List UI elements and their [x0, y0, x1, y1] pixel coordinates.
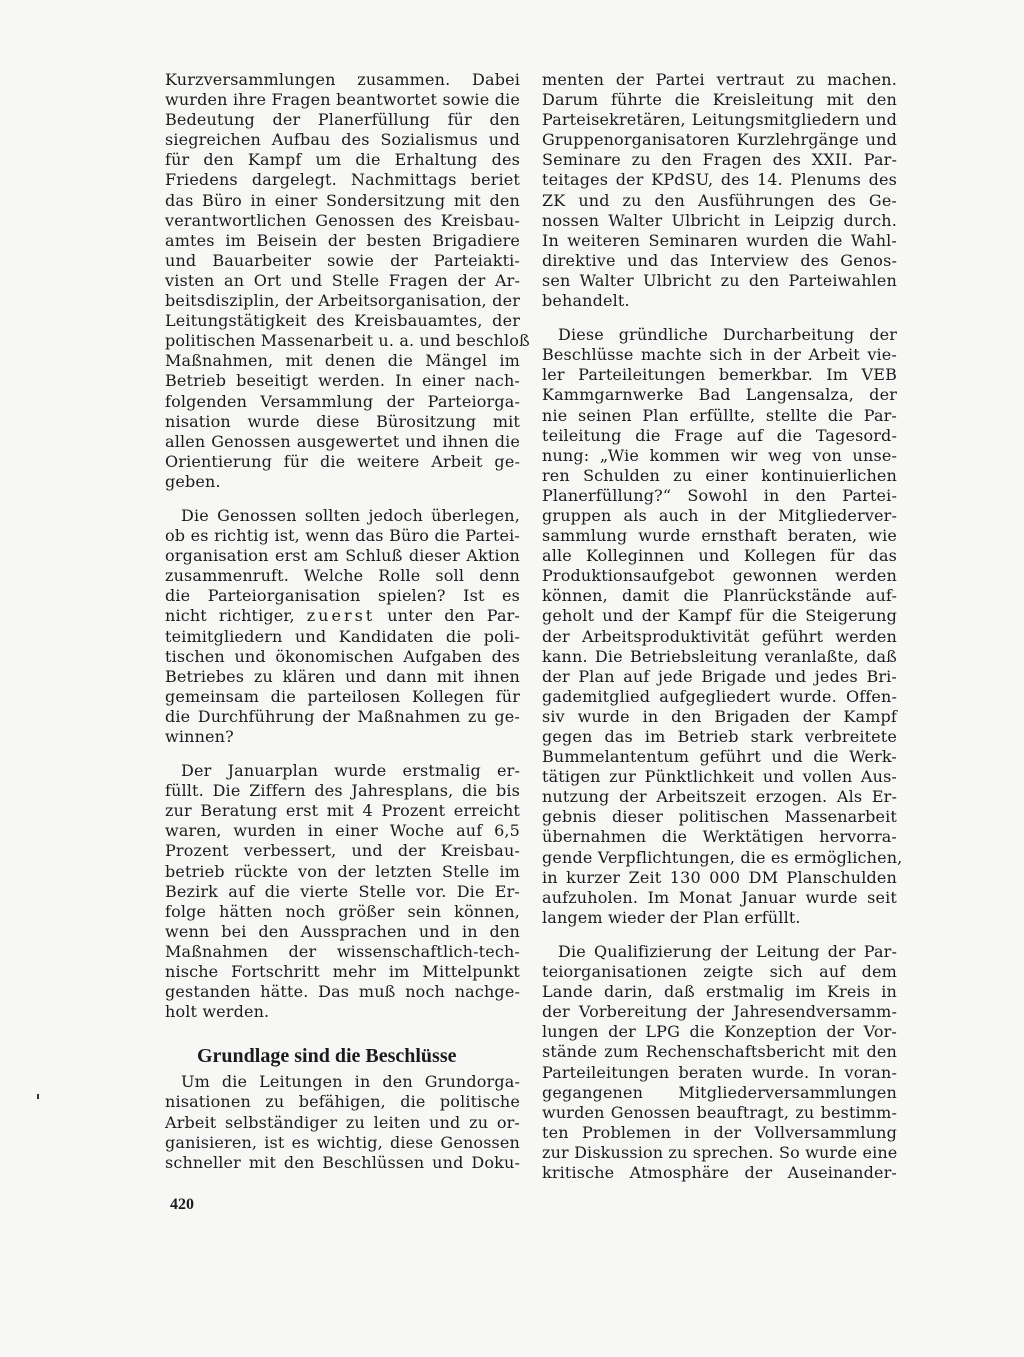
text-line: langem wieder der Plan erfüllt. [542, 907, 801, 927]
text-line: ler Parteileitungen bemerkbar. Im VEB [542, 365, 897, 385]
text-line: teimitgliedern und Kandidaten die poli- [165, 626, 520, 646]
text-line: ganisieren, ist es wichtig, diese Genossen [165, 1132, 520, 1152]
text-line: gegen das im Betrieb stark verbreitete [542, 727, 897, 746]
text-line: die Parteiorganisation spielen? Ist es [165, 586, 520, 606]
text-line: Bummelantentum geführt und die Werk- [542, 747, 897, 767]
text-line: ZK und zu den Ausführungen des Ge- [542, 190, 897, 210]
text-line: Beschlüsse machte sich in der Arbeit vie- [542, 345, 897, 365]
text-line: in kurzer Zeit 130 000 DM Planschulden [542, 867, 897, 887]
text-line: sen Walter Ulbricht zu den Parteiwahlen [542, 270, 897, 290]
text-line: nicht richtiger, zuerst unter den Par- [165, 606, 520, 626]
paragraph [165, 70, 530, 492]
text-line: Die Qualifizierung der Leitung der Par- [558, 941, 897, 961]
text-line: schneller mit den Beschlüssen und Doku- [165, 1152, 520, 1172]
text-line: kritische Atmosphäre der Auseinander- [542, 1162, 897, 1182]
text-line: nutzung der Arbeitszeit erzogen. Als Er- [542, 787, 897, 807]
paragraph [165, 1072, 520, 1172]
text-line: gestanden hätte. Das muß noch nachge- [165, 982, 520, 1002]
text-line: stände zum Rechenschaftsbericht mit den [542, 1042, 897, 1062]
text-line: siv wurde in den Brigaden der Kampf [542, 706, 897, 726]
paragraph [165, 761, 520, 1022]
text-line: nische Fortschritt mehr im Mittelpunkt [165, 962, 520, 982]
text-line: geholt und der Kampf für die Steigerung [542, 606, 897, 626]
text-line: allen Genossen ausgewertet und ihnen die [165, 431, 520, 451]
text-line: übernahmen die Werktätigen hervorra- [542, 827, 897, 847]
paragraph [542, 70, 897, 311]
text-line: Bedeutung der Planerfüllung für den [165, 110, 520, 130]
text-line: gruppen als auch in der Mitgliederver- [542, 505, 897, 525]
text-line: Kammgarnwerke Bad Langensalza, der [542, 385, 897, 405]
text-line: behandelt. [542, 291, 630, 311]
text-line: In weiteren Seminaren wurden die Wahl- [542, 230, 897, 250]
text-line: amtes im Beisein der besten Brigadiere [165, 230, 520, 250]
text-line: Betrieb beseitigt werden. In einer nach- [165, 371, 520, 391]
text-line: das Büro in einer Sondersitzung mit den [165, 190, 520, 210]
left-column [165, 70, 530, 1173]
text-line: nie seinen Plan erfüllte, stellte die Par- [542, 405, 897, 425]
text-line: Orientierung für die weitere Arbeit ge- [165, 451, 520, 471]
text-line: der Arbeitsproduktivität geführt werden [542, 626, 897, 646]
text-line: Um die Leitungen in den Grundorga- [181, 1072, 520, 1092]
page-number: 420 [170, 1196, 194, 1213]
text-line: siegreichen Aufbau des Sozialismus und [165, 130, 520, 150]
text-line: Diese gründliche Durcharbeitung der [558, 325, 897, 345]
text-line: wurden Genossen beauftragt, zu bestimm- [542, 1102, 897, 1122]
text-line: waren, wurden in einer Woche auf 6,5 [165, 821, 520, 841]
text-line: Lande darin, daß erstmalig im Kreis in [542, 982, 897, 1002]
text-line: politischen Massenarbeit u. a. und beschloß [165, 331, 530, 351]
text-line: zusammenruft. Welche Rolle soll denn [165, 566, 520, 586]
text-line: Bezirk auf die vierte Stelle vor. Die Er- [165, 881, 520, 901]
text-line: Betriebes zu klären und dann mit ihnen [165, 666, 520, 686]
text-line: tätigen zur Pünktlichkeit und vollen Aus- [542, 767, 897, 787]
text-line: wurden ihre Fragen beantwortet sowie die [165, 90, 520, 110]
text-line: gende Verpflichtungen, die es ermöglichen, [542, 847, 903, 867]
scan-mark [37, 1094, 39, 1099]
text-line: organisation erst am Schluß dieser Aktion [165, 546, 520, 566]
text-line: gebnis dieser politischen Massenarbeit [542, 807, 897, 827]
text-line: Prozent verbessert, und der Kreisbau- [165, 841, 520, 861]
right-column [542, 70, 903, 1183]
text-line: gemeinsam die parteilosen Kollegen für [165, 686, 520, 706]
text-line: ob es richtig ist, wenn das Büro die Partei- [165, 526, 520, 546]
text-line: und Bauarbeiter sowie der Parteiakti- [165, 250, 520, 270]
text-line: Friedens dargelegt. Nachmittags beriet [165, 170, 520, 190]
text-line: geben. [165, 471, 221, 491]
text-line: folgenden Versammlung der Parteiorga- [165, 391, 520, 411]
text-line: wenn bei den Aussprachen und in den [165, 921, 520, 941]
text-line: Der Januarplan wurde erstmalig er- [181, 761, 520, 781]
text-line: füllt. Die Ziffern des Jahresplans, die bis [165, 781, 520, 801]
text-line: nisation wurde diese Bürositzung mit [165, 411, 520, 431]
text-line: der Vorbereitung der Jahresendversamm- [542, 1002, 897, 1022]
text-line: teitages der KPdSU, des 14. Plenums des [542, 170, 897, 190]
paragraph [542, 325, 903, 928]
text-line: Darum führte die Kreisleitung mit den [542, 90, 897, 110]
text-line: beitsdisziplin, der Arbeitsorganisation, der [165, 291, 520, 311]
text-line: menten der Partei vertraut zu machen. [542, 70, 897, 89]
text-line: kann. Die Betriebsleitung veranlaßte, daß [542, 646, 897, 666]
paragraph [165, 506, 520, 747]
text-line: Maßnahmen, mit denen die Mängel im [165, 351, 520, 371]
section-heading: Grundlage sind die Beschlüsse [197, 1045, 457, 1068]
text-line: Parteisekretären, Leitungsmitgliedern und [542, 110, 897, 130]
text-line: teileitung die Frage auf die Tagesord- [542, 425, 897, 445]
text-line: Planerfüllung?“ Sowohl in den Partei- [542, 485, 897, 505]
text-line: ten Problemen in der Vollversammlung [542, 1122, 897, 1142]
text-line: der Plan auf jede Brigade und jedes Bri- [542, 666, 897, 686]
text-line: Gruppenorganisatoren Kurzlehrgänge und [542, 130, 897, 150]
text-line: für den Kampf um die Erhaltung des [165, 150, 520, 170]
text-line: alle Kolleginnen und Kollegen für das [542, 546, 897, 566]
text-line: verantwortlichen Genossen des Kreisbau- [165, 210, 520, 230]
text-line: lungen der LPG die Konzeption der Vor- [542, 1022, 897, 1042]
text-line: tischen und ökonomischen Aufgaben des [165, 646, 520, 666]
text-line: Arbeit selbständiger zu leiten und zu or- [165, 1112, 520, 1132]
emphasized-word: zuerst [306, 606, 376, 626]
text-line: Kurzversammlungen zusammen. Dabei [165, 70, 520, 89]
text-line: können, damit die Planrückstände auf- [542, 586, 897, 606]
paragraph [542, 942, 897, 1183]
text-line: teiorganisationen zeigte sich auf dem [542, 962, 897, 982]
text-line: gademitglied aufgegliedert wurde. Offen- [542, 686, 897, 706]
text-line: folge hätten noch größer sein können, [165, 901, 520, 921]
text-line: gegangenen Mitgliederversammlungen [542, 1082, 897, 1102]
text-line: Maßnahmen der wissenschaftlich-tech- [165, 941, 520, 961]
text-line: sammlung wurde ernsthaft beraten, wie [542, 526, 897, 546]
text-line: holt werden. [165, 1002, 270, 1022]
text-line: Die Genossen sollten jedoch überlegen, [181, 505, 520, 525]
text-line: nisationen zu befähigen, die politische [165, 1092, 520, 1112]
text-line: betrieb rückte von der letzten Stelle im [165, 861, 520, 881]
text-line: Parteileitungen beraten wurde. In voran- [542, 1062, 897, 1082]
text-line: direktive und das Interview des Genos- [542, 250, 897, 270]
text-line: Produktionsaufgebot gewonnen werden [542, 566, 897, 586]
text-line: zur Diskussion zu sprechen. So wurde eine [542, 1142, 898, 1162]
text-line: zur Beratung erst mit 4 Prozent erreicht [165, 801, 520, 821]
text-line: Seminare zu den Fragen des XXII. Par- [542, 150, 897, 170]
text-line: aufzuholen. Im Monat Januar wurde seit [542, 887, 897, 907]
text-line: nung: „Wie kommen wir weg von unse- [542, 445, 897, 465]
text-line: nossen Walter Ulbricht in Leipzig durch. [542, 210, 897, 230]
text-line: visten an Ort und Stelle Fragen der Ar- [165, 270, 520, 290]
text-line: winnen? [165, 727, 234, 746]
text-line: ren Schulden zu einer kontinuierlichen [542, 465, 897, 485]
text-line: Leitungstätigkeit des Kreisbauamtes, der [165, 311, 520, 331]
text-line: die Durchführung der Maßnahmen zu ge- [165, 706, 520, 726]
